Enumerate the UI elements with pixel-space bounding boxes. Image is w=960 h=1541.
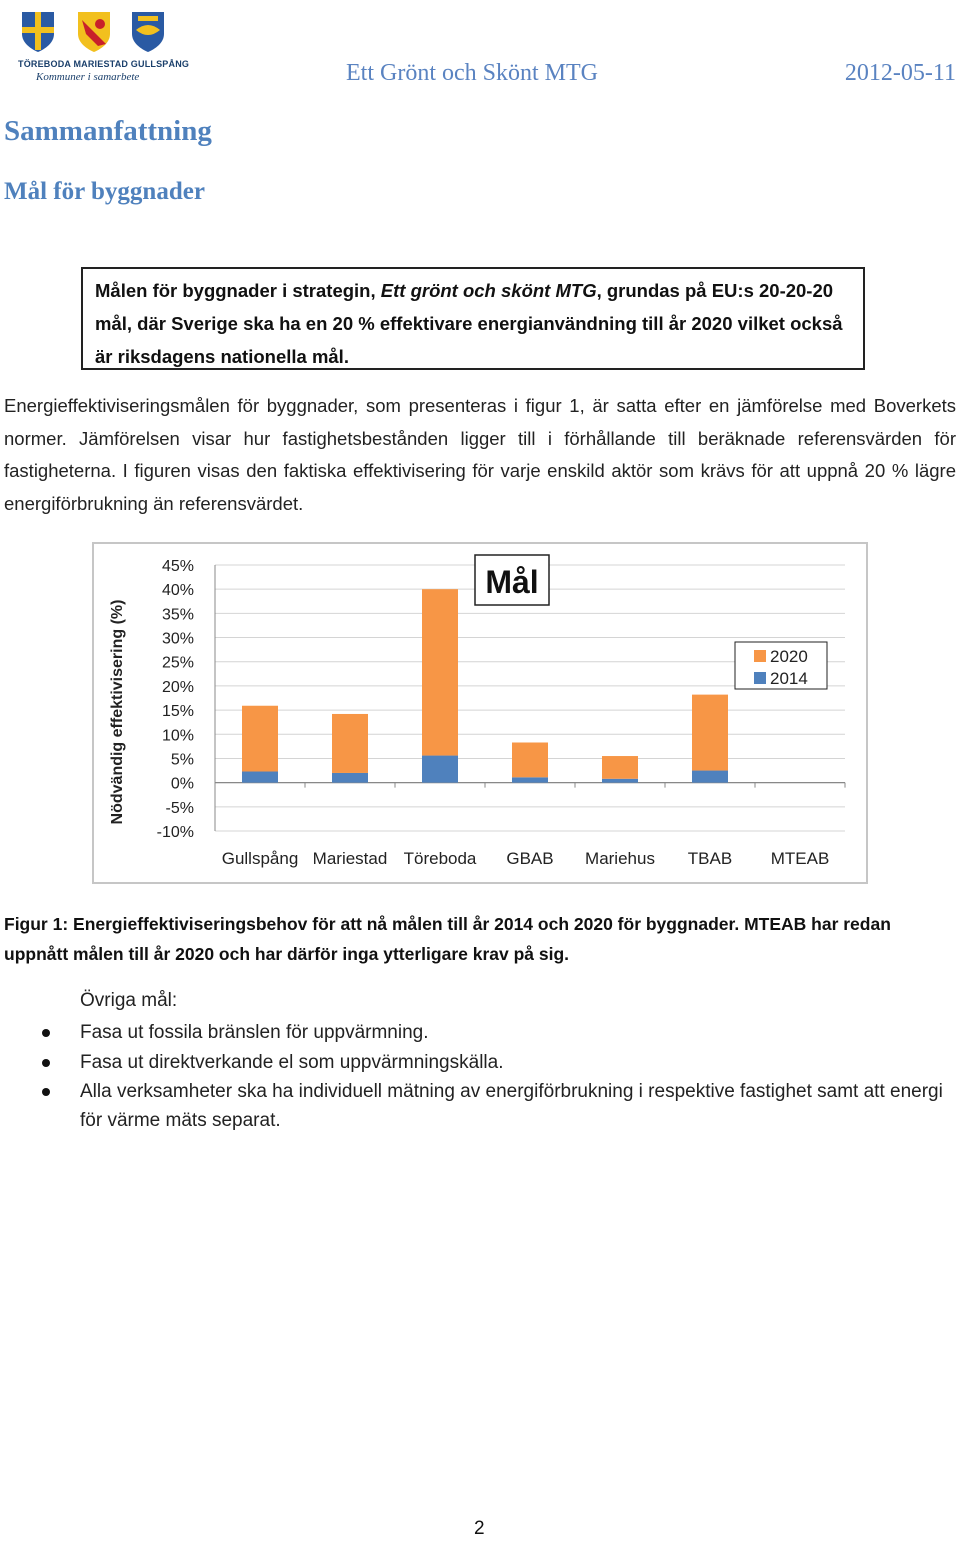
bar-2014-gullspång (242, 772, 278, 783)
legend-label-2020: 2020 (770, 647, 808, 666)
bullet-icon (42, 1029, 50, 1037)
list-item (40, 1019, 960, 1048)
y-tick-label: -5% (165, 799, 194, 817)
bar-2014-gbab (512, 777, 548, 782)
bar-2020-gbab (512, 742, 548, 777)
list-item-text: Fasa ut fossila bränslen för uppvärmning. (80, 1022, 429, 1043)
legend-swatch-2014 (754, 672, 766, 684)
bar-2020-mariehus (602, 756, 638, 779)
y-tick-label: 0% (170, 775, 194, 793)
bar-2020-gullspång (242, 706, 278, 772)
toreboda-shield-icon (20, 10, 56, 54)
goal-summary-box (81, 267, 865, 370)
y-tick-label: 30% (161, 630, 194, 648)
x-category-label: Gullspång (221, 849, 299, 868)
page-number: 2 (474, 1518, 485, 1539)
goal-text-part2: , grundas på EU:s 20-20-20 mål, där Sverige ska ha en 20 % effektivare energianvändning till år 2020 vilket också är riksdagens nationella mål. (95, 280, 843, 367)
bar-2014-mariestad (332, 773, 368, 783)
bar-2020-tbab (692, 695, 728, 771)
list-item-text: Alla verksamheter ska ha individuell mätning av energiförbrukning i respektive fastighet samt att energi för värme mäts separat. (80, 1081, 943, 1131)
other-goals-title: Övriga mål: (80, 990, 178, 1011)
bar-2020-mariestad (332, 714, 368, 773)
subsection-heading: Mål för byggnader (4, 178, 205, 205)
chart-title: Mål (485, 564, 539, 600)
y-tick-label: 10% (161, 727, 194, 745)
efficiency-bar-chart (92, 542, 868, 884)
y-tick-label: 35% (161, 606, 194, 624)
y-axis-label: Nödvändig effektivisering (%) (109, 599, 126, 825)
goal-text-part1: Målen för byggnader i strategin, (95, 280, 381, 301)
y-tick-label: 25% (161, 654, 194, 672)
intro-paragraph: Energieffektiviseringsmålen för byggnader, som presenteras i figur 1, är satta efter en jämförelse med Boverkets normer. Jämförelsen visar hur fastighetsbestånden ligger till i förhållande till beräknade referensvärden för fastigheterna. I figuren visas den faktiska effektivisering för varje enskild aktör som krävs för att uppnå 20 % lägre energiförbrukning än referensvärdet. (4, 395, 956, 514)
document-header-date: 2012-05-11 (844, 60, 956, 86)
x-category-label: TBAB (687, 849, 733, 868)
y-tick-label: 40% (161, 582, 194, 600)
x-category-label: MTEAB (770, 849, 830, 868)
mariestad-shield-icon (76, 10, 112, 54)
x-category-label: GBAB (506, 849, 554, 868)
bar-2014-töreboda (422, 756, 458, 783)
y-tick-label: 20% (161, 678, 194, 696)
bullet-icon (42, 1088, 50, 1096)
figure-caption: Figur 1: Energieffektiviseringsbehov för att nå målen till år 2014 och 2020 för byggnader. MTEAB har redan uppnått målen till år 2020 och har därför inga ytterligare krav på sig. (4, 914, 891, 964)
y-tick-label: 15% (161, 703, 194, 721)
y-tick-label: 5% (170, 751, 194, 769)
legend-swatch-2020 (754, 650, 766, 662)
list-item-text: Fasa ut direktverkande el som uppvärmningskälla. (80, 1051, 504, 1073)
bar-2014-tbab (692, 771, 728, 783)
municipality-logos (16, 4, 190, 84)
x-category-label: Mariestad (312, 849, 388, 868)
document-header-title: Ett Grönt och Skönt MTG (346, 60, 598, 86)
gullspang-shield-icon (130, 10, 166, 54)
list-item (40, 1078, 960, 1135)
y-tick-label: 45% (161, 558, 194, 575)
x-category-label: Töreboda (403, 849, 477, 868)
bar-2014-mariehus (602, 779, 638, 783)
logo-caption: TÖREBODA MARIESTAD GULLSPÅNG (18, 59, 190, 69)
other-goals-list (40, 1019, 960, 1136)
section-heading: Sammanfattning (4, 115, 212, 147)
goal-text-strategy-name: Ett grönt och skönt MTG (380, 280, 597, 301)
bar-2020-töreboda (422, 589, 458, 755)
logo-subtitle: Kommuner i samarbete (36, 71, 140, 83)
bullet-icon (42, 1059, 50, 1067)
list-item (40, 1049, 960, 1078)
y-tick-label: -10% (156, 824, 194, 841)
legend-label-2014: 2014 (770, 669, 808, 688)
x-category-label: Mariehus (585, 849, 655, 868)
